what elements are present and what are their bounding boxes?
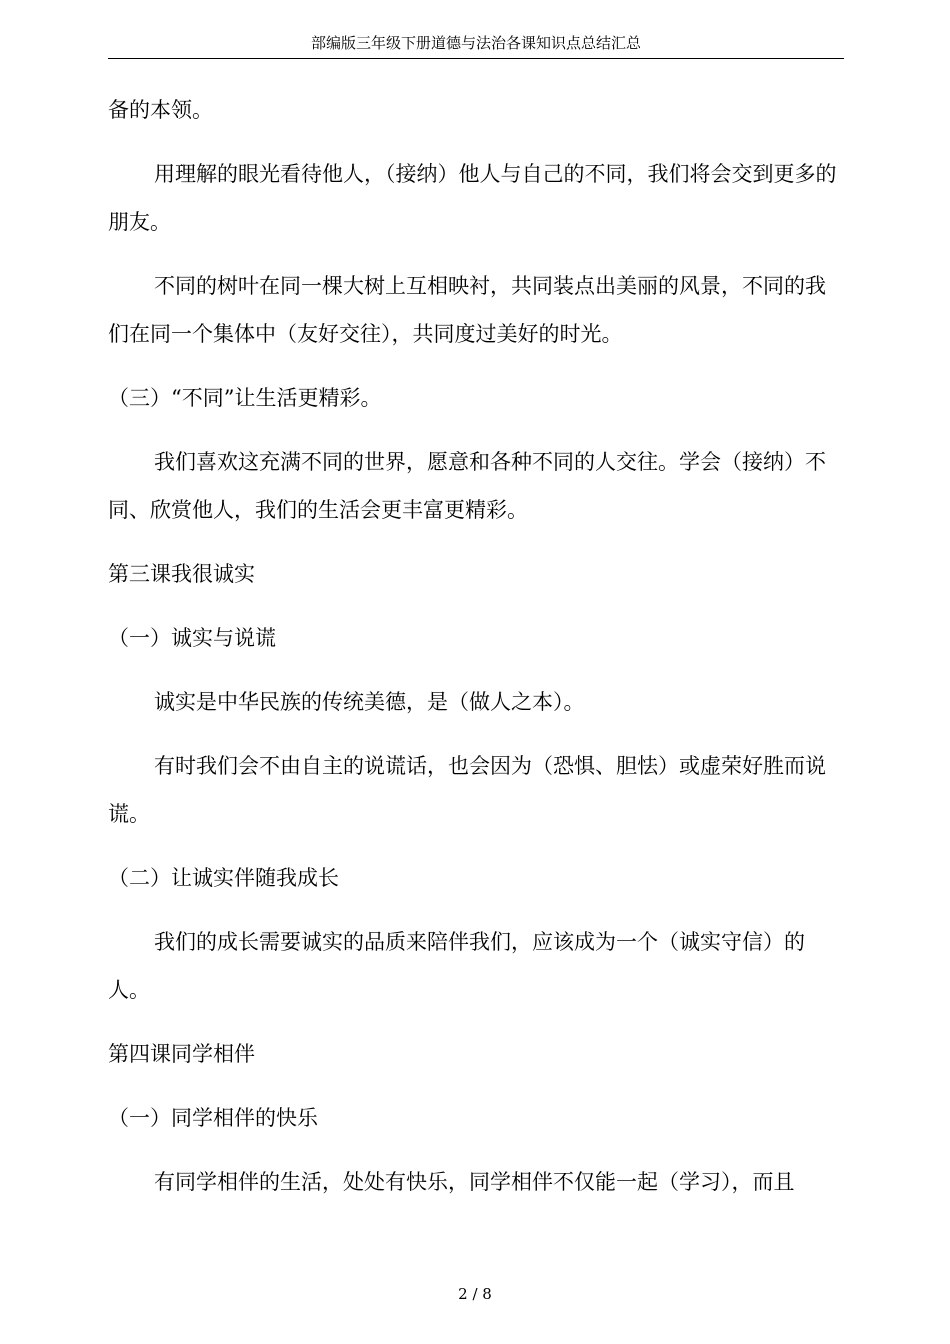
- page-number: 2 / 8: [458, 1285, 492, 1303]
- lesson-title-classmates: 第四课同学相伴: [108, 1042, 255, 1066]
- paragraph-growth: 我们的成长需要诚实的品质来陪伴我们，应该成为一个（诚实守信）的人。: [108, 930, 805, 1002]
- paragraph-world: 我们喜欢这充满不同的世界，愿意和各种不同的人交往。学会（接纳）不同、欣赏他人，我们的生活会更丰富更精彩。: [108, 450, 826, 522]
- subheading-honesty-lying: （一）诚实与说谎: [108, 626, 276, 650]
- document-body: [108, 86, 844, 1222]
- paragraph-continuation: 备的本领。: [108, 98, 213, 122]
- subheading-classmates-joy: （一）同学相伴的快乐: [108, 1106, 318, 1130]
- paragraph-virtue: 诚实是中华民族的传统美德，是（做人之本）。: [154, 690, 585, 714]
- header-title: 部编版三年级下册道德与法治各课知识点总结汇总: [310, 34, 641, 52]
- subheading-honesty-growth: （二）让诚实伴随我成长: [108, 866, 339, 890]
- paragraph-understanding: 用理解的眼光看待他人，（接纳）他人与自己的不同，我们将会交到更多的朋友。: [108, 162, 837, 234]
- subheading-difference-wonderful: （三）“不同”让生活更精彩。: [108, 386, 382, 410]
- lesson-title-honesty: 第三课我很诚实: [108, 562, 255, 586]
- paragraph-leaves: 不同的树叶在同一棵大树上互相映衬，共同装点出美丽的风景，不同的我们在同一个集体中（友好交往），共同度过美好的时光。: [108, 274, 826, 346]
- paragraph-classmates: 有同学相伴的生活，处处有快乐，同学相伴不仅能一起（学习），而且: [154, 1170, 795, 1194]
- paragraph-lying: 有时我们会不由自主的说谎话，也会因为（恐惧、胆怯）或虚荣好胜而说谎。: [108, 754, 826, 826]
- page-footer: [0, 1284, 950, 1304]
- page-header: [108, 28, 844, 59]
